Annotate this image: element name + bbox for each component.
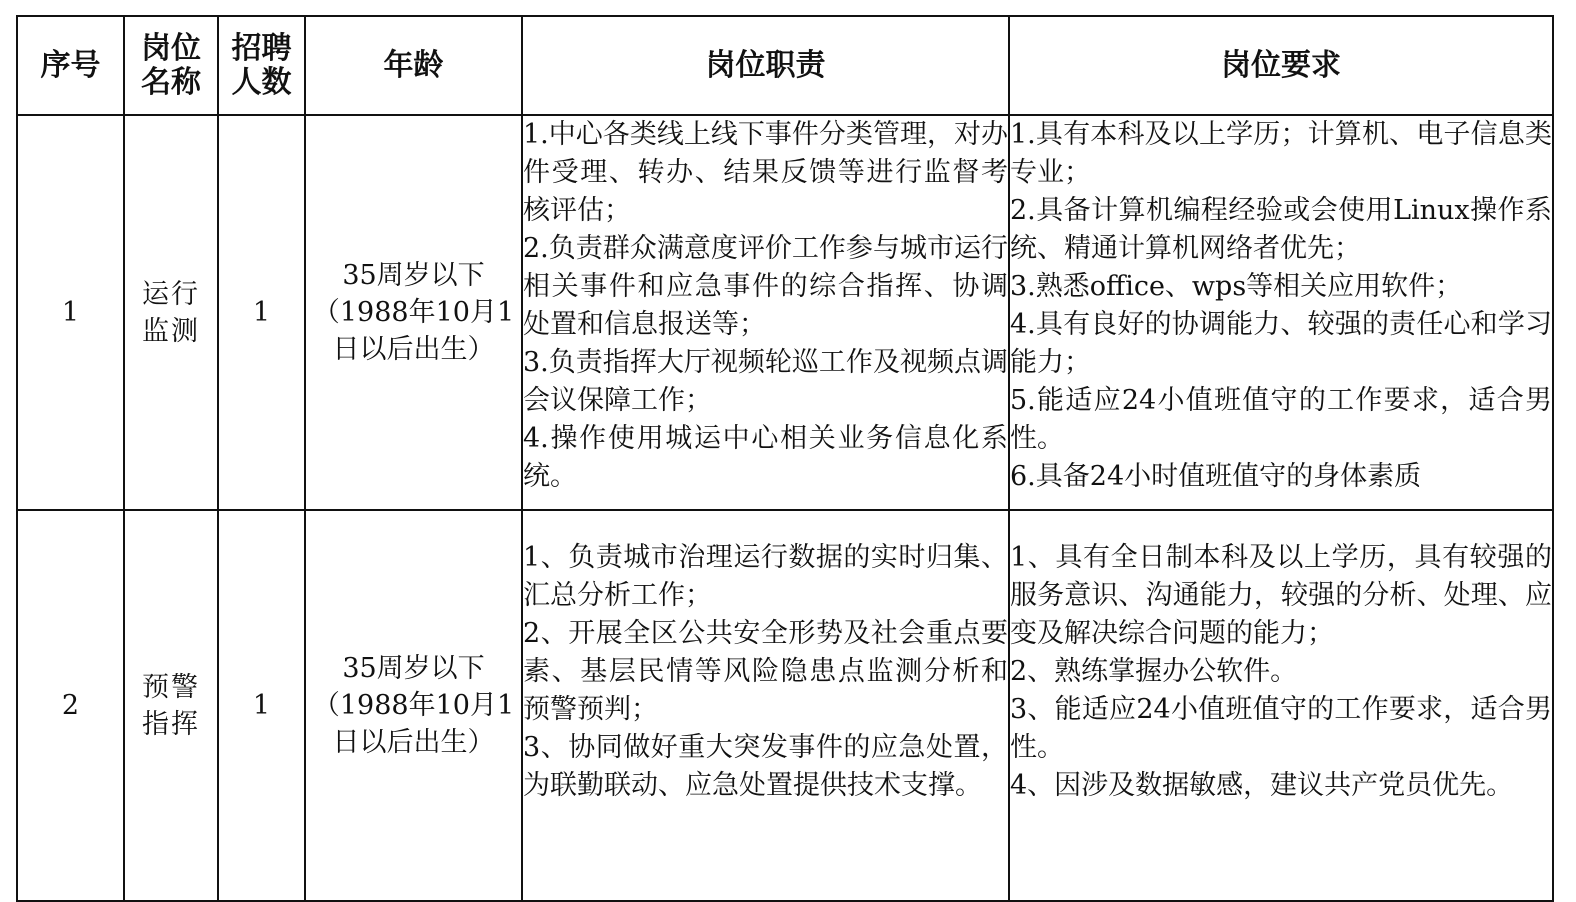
header-duties: 岗位职责 — [522, 16, 1009, 115]
row-position-name — [124, 510, 218, 901]
header-position-name-line: 名称 — [141, 64, 201, 100]
age-line: （1988年10月1 — [312, 297, 515, 328]
requirement-item: 3.熟悉office、wps等相关应用软件； — [1010, 271, 1463, 302]
row-requirements — [1009, 510, 1553, 901]
requirement-item: 4、因涉及数据敏感，建议共产党员优先。 — [1010, 770, 1514, 801]
row-age — [305, 510, 522, 901]
table-row — [17, 510, 1553, 901]
requirement-item: 5.能适应24小值班值守的工作要求，适合男性。 — [1010, 385, 1552, 454]
requirement-item: 2.具备计算机编程经验或会使用Linux操作系统、精通计算机网络者优先； — [1010, 195, 1552, 264]
duty-item: 4.操作使用城运中心相关业务信息化系统。 — [523, 423, 1008, 492]
row-duties — [522, 115, 1009, 510]
row-headcount: 1 — [218, 510, 305, 901]
row-position-name — [124, 115, 218, 510]
requirement-item: 1.具有本科及以上学历；计算机、电子信息类专业； — [1010, 119, 1552, 188]
age-line: 日以后出生） — [332, 334, 495, 365]
header-requirements: 岗位要求 — [1009, 16, 1553, 115]
requirement-item: 6.具备24小时值班值守的身体素质 — [1010, 461, 1422, 492]
age-line: 35周岁以下 — [342, 653, 485, 684]
duty-item: 2、开展全区公共安全形势及社会重点要素、基层民情等风险隐患点监测分析和预警预判； — [523, 618, 1008, 725]
requirement-item: 1、具有全日制本科及以上学历，具有较强的服务意识、沟通能力，较强的分析、处理、应变及解决综合问题的能力； — [1010, 542, 1552, 649]
header-age: 年龄 — [305, 16, 522, 115]
row-duties — [522, 510, 1009, 901]
duty-item: 1、负责城市治理运行数据的实时归集、汇总分析工作； — [523, 542, 1008, 611]
header-index: 序号 — [17, 16, 124, 115]
requirement-item: 4.具有良好的协调能力、较强的责任心和学习能力； — [1010, 309, 1552, 378]
header-position-name — [124, 16, 218, 115]
requirement-item: 2、熟练掌握办公软件。 — [1010, 656, 1298, 687]
row-requirements — [1009, 115, 1553, 510]
row-headcount: 1 — [218, 115, 305, 510]
position-name-line: 预警 — [142, 671, 200, 703]
duty-item: 1.中心各类线上线下事件分类管理，对办件受理、转办、结果反馈等进行监督考核评估； — [523, 119, 1008, 226]
header-headcount-line: 人数 — [231, 64, 292, 100]
header-headcount-line: 招聘 — [231, 30, 292, 66]
table-row — [17, 115, 1553, 510]
header-headcount — [218, 16, 305, 115]
position-name-line: 运行 — [142, 278, 200, 310]
row-age — [305, 115, 522, 510]
row-index: 2 — [17, 510, 124, 901]
duty-item: 3.负责指挥大厅视频轮巡工作及视频点调会议保障工作； — [523, 347, 1008, 416]
position-name-line: 指挥 — [142, 708, 200, 740]
duty-item: 2.负责群众满意度评价工作参与城市运行相关事件和应急事件的综合指挥、协调处置和信息报送等； — [523, 233, 1008, 340]
row-index: 1 — [17, 115, 124, 510]
recruitment-table — [16, 15, 1554, 902]
header-position-name-line: 岗位 — [141, 30, 201, 66]
age-line: 35周岁以下 — [342, 260, 485, 291]
position-name-line: 监测 — [142, 315, 200, 347]
age-line: （1988年10月1 — [312, 690, 515, 721]
age-line: 日以后出生） — [332, 727, 495, 758]
header-row — [17, 16, 1553, 115]
duty-item: 3、协同做好重大突发事件的应急处置，为联勤联动、应急处置提供技术支撑。 — [523, 732, 1008, 801]
requirement-item: 3、能适应24小值班值守的工作要求，适合男性。 — [1010, 694, 1552, 763]
